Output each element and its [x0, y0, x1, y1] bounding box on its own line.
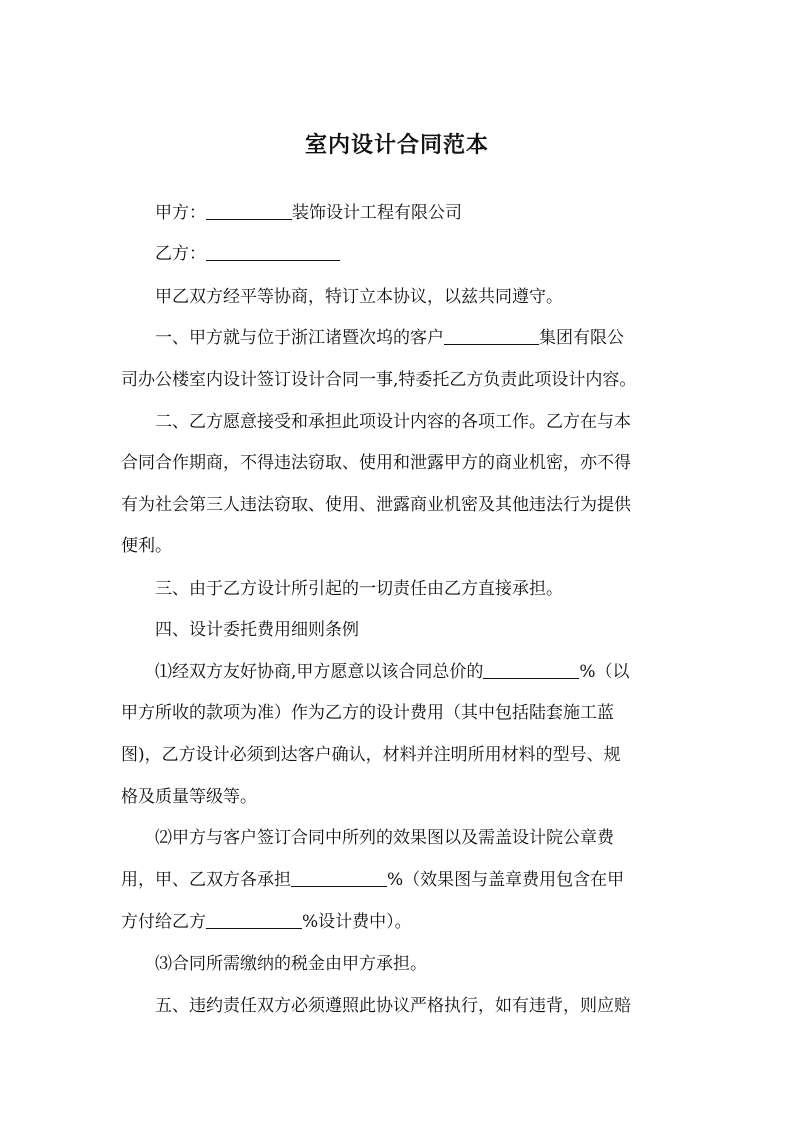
party-a-label: 甲方：	[155, 203, 206, 223]
share-percent-blank	[291, 868, 387, 887]
clause-4-1-text-b: %（以	[579, 662, 630, 682]
clause-4-1-line-1	[155, 660, 715, 684]
clause-4-heading: 四、设计委托费用细则条例	[155, 620, 359, 640]
clause-4-1-text-a: ⑴经双方友好协商,甲方愿意以该合同总价的	[155, 662, 484, 682]
clause-1-line-2: 司办公楼室内设计签订设计合同一事,特委托乙方负责此项设计内容。	[121, 370, 637, 390]
clause-2-line-1: 二、乙方愿意接受和承担此项设计内容的各项工作。乙方在与本	[155, 412, 631, 432]
clause-4-2-line-1: ⑵甲方与客户签订合同中所列的效果图以及需盖设计院公章费	[155, 828, 614, 848]
clause-4-2-line-2	[121, 868, 681, 892]
design-fee-percent-blank	[483, 660, 579, 679]
clause-4-2-line-3	[121, 910, 681, 934]
clause-4-2-text-a: 用，甲、乙双方各承担	[121, 870, 291, 890]
party-a-line	[155, 201, 715, 225]
clause-2-line-4: 便利。	[121, 536, 172, 556]
clause-4-3: ⑶合同所需缴纳的税金由甲方承担。	[155, 954, 427, 974]
client-name-blank	[444, 326, 539, 345]
preamble: 甲乙双方经平等协商，特订立本协议，以兹共同遵守。	[155, 287, 563, 307]
clause-4-2-text-c: 方付给乙方	[121, 912, 206, 932]
clause-2-line-3: 有为社会第三人违法窃取、使用、泄露商业机密及其他违法行为提供	[121, 495, 631, 515]
party-a-company: 装饰设计工程有限公司	[292, 203, 462, 223]
clause-5-line-1: 五、违约责任双方必须遵照此协议严格执行，如有违背，则应赔	[155, 996, 631, 1016]
clause-4-1-line-3: 图)，乙方设计必须到达客户确认，材料并注明所用材料的型号、规	[121, 745, 621, 765]
clause-4-1-line-2: 甲方所收的款项为准）作为乙方的设计费用（其中包括陆套施工蓝	[121, 703, 614, 723]
clause-4-2-text-b: %（效果图与盖章费用包含在甲	[387, 870, 625, 890]
clause-2-line-2: 合同合作期商，不得违法窃取、使用和泄露甲方的商业机密，亦不得	[121, 453, 631, 473]
fee-included-percent-blank	[206, 910, 302, 929]
clause-1-text-b: 集团有限公	[539, 328, 624, 348]
party-b-label: 乙方：	[155, 244, 206, 264]
clause-1-text-a: 一、甲方就与位于浙江诸暨次坞的客户	[155, 328, 444, 348]
clause-1-line-1	[155, 326, 715, 350]
document-title: 室内设计合同范本	[304, 132, 489, 158]
clause-3: 三、由于乙方设计所引起的一切责任由乙方直接承担。	[155, 579, 563, 599]
party-b-line	[155, 242, 715, 266]
party-a-blank	[206, 201, 292, 220]
clause-4-1-line-4: 格及质量等级等。	[121, 787, 257, 807]
party-b-blank	[206, 242, 340, 261]
clause-4-2-text-d: %设计费中）。	[302, 912, 412, 932]
